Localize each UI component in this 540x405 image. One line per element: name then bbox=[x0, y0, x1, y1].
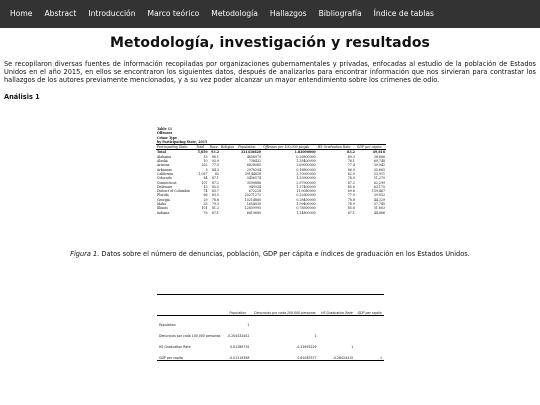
t1-cell: 87.1 bbox=[347, 210, 355, 215]
t1-header: GDP per capita bbox=[356, 145, 386, 150]
t1-cell: California bbox=[157, 171, 173, 176]
t2-cell: -0.28424415 bbox=[319, 349, 356, 361]
t1-cell: 44,866 bbox=[373, 210, 385, 215]
t1-cell: 87.2 bbox=[211, 180, 219, 185]
t1-cell: 78.6 bbox=[211, 197, 219, 202]
t1-cell: 49,818 bbox=[356, 150, 386, 155]
t1-cell: 1.37400000 bbox=[296, 184, 316, 189]
t1-header: Race bbox=[209, 145, 220, 150]
nav-hallazgos[interactable]: Hallazgos bbox=[269, 9, 307, 18]
t1-cell: 2.97900000 bbox=[296, 180, 316, 185]
t1-cell: Georgia bbox=[157, 197, 170, 202]
figure-1-caption bbox=[0, 250, 540, 258]
t2-header: Denuncias por cada 100,000 personas bbox=[251, 295, 318, 316]
t1-cell: Alabama bbox=[157, 154, 172, 159]
t1-cell: 82.0 bbox=[347, 171, 355, 176]
t1-cell: 83.5 bbox=[211, 193, 219, 198]
t1-cell: 0.32600000 bbox=[296, 193, 316, 198]
t2-header: GDP per capita bbox=[355, 295, 384, 316]
t1-title-3: Crime Type bbox=[157, 135, 178, 140]
t2-cell: 0.01289735 bbox=[230, 345, 250, 349]
t1-cell: 53,911 bbox=[373, 171, 385, 176]
t2-cell: -0.01219398 bbox=[224, 349, 251, 361]
t1-cell: 63,175 bbox=[373, 184, 385, 189]
t1-cell: 6828065 bbox=[246, 163, 262, 168]
t1-cell: 85.6 bbox=[347, 184, 355, 189]
t1-cell: Connecticut bbox=[157, 180, 177, 185]
t1-cell: 77.4 bbox=[347, 163, 355, 168]
t1-cell: 738432 bbox=[248, 159, 262, 164]
t1-cell: 13 bbox=[203, 154, 208, 159]
nav-introduccion[interactable]: Introducción bbox=[88, 9, 136, 18]
t1-cell: Alaska bbox=[157, 159, 168, 164]
t1-cell: 5456574 bbox=[246, 176, 262, 181]
t2-cell: HS Graduation Rate bbox=[159, 345, 191, 349]
t1-cell: 33 bbox=[203, 202, 208, 207]
correlation-table bbox=[157, 294, 384, 361]
t1-header: HS Graduation Rate bbox=[317, 145, 356, 150]
t1-cell: 4858979 bbox=[246, 154, 262, 159]
t2-cell: GDP per capita bbox=[157, 349, 224, 361]
t1-cell: 35,665 bbox=[373, 167, 385, 172]
t1-cell: Illinois bbox=[157, 206, 168, 211]
t1-cell: 159,467 bbox=[371, 189, 385, 194]
t1-cell: 2978204 bbox=[246, 167, 262, 172]
t1-cell: 252 bbox=[201, 163, 208, 168]
t1-cell: 81.2 bbox=[211, 206, 219, 211]
t1-header: Religion bbox=[220, 145, 237, 150]
t2-cell bbox=[355, 327, 384, 338]
nav-abstract[interactable]: Abstract bbox=[44, 9, 77, 18]
t2-cell: 1 bbox=[355, 349, 384, 361]
t1-header: Offenses per 100,000 people bbox=[262, 145, 317, 150]
t1-title-4: by Participating State, 2015 bbox=[157, 139, 208, 144]
t1-cell: 51,270 bbox=[373, 176, 385, 181]
t2-cell: 0.61083377 bbox=[251, 349, 318, 361]
t2-row bbox=[157, 316, 384, 328]
t1-cell: 11.0080000 bbox=[296, 189, 316, 194]
t1-cell: 93.2 bbox=[209, 150, 220, 155]
t1-cell: 93.9 bbox=[211, 159, 219, 164]
t1-cell: 87.2 bbox=[347, 180, 355, 185]
t1-cell: Indiana bbox=[157, 210, 170, 215]
t1-cell: District of Columbia bbox=[157, 189, 190, 194]
t1-cell: 0.78500000 bbox=[296, 206, 316, 211]
t1-cell: 77.5 bbox=[211, 163, 219, 168]
t1-cell: 10214860 bbox=[244, 197, 262, 202]
t1-cell: 87.1 bbox=[211, 210, 219, 215]
t1-cell: 12859995 bbox=[244, 206, 262, 211]
t1-cell: 0.26800000 bbox=[296, 154, 316, 159]
t1-row bbox=[156, 211, 386, 215]
section-heading: Análisis 1 bbox=[4, 92, 40, 101]
t1-header: Participating State bbox=[156, 145, 195, 150]
t1-cell: 39,852 bbox=[373, 193, 385, 198]
t1-cell: 69.6 bbox=[347, 189, 355, 194]
nav-marco-teorico[interactable]: Marco teórico bbox=[147, 9, 200, 18]
t1-cell: 20271272 bbox=[244, 193, 262, 198]
t1-cell: 39144818 bbox=[244, 171, 262, 176]
t1-cell: 101 bbox=[201, 206, 208, 211]
nav-bibliografia[interactable]: Bibliografía bbox=[318, 9, 362, 18]
t1-cell: 78.9 bbox=[347, 176, 355, 181]
t1-cell: 74 bbox=[203, 189, 208, 194]
t1-cell bbox=[220, 211, 237, 215]
t1-cell: 85.6 bbox=[347, 206, 355, 211]
t1-cell: Arizona bbox=[157, 163, 170, 168]
figure-1-image bbox=[156, 127, 386, 215]
t1-cell: 2.70000000 bbox=[296, 171, 316, 176]
t1-cell: 1.14800000 bbox=[296, 210, 316, 215]
t2-row bbox=[157, 349, 384, 361]
t1-cell: 69,748 bbox=[373, 159, 385, 164]
t2-cell: Population bbox=[159, 323, 176, 327]
t1-cell: 29 bbox=[203, 197, 208, 202]
t1-header: Population bbox=[237, 145, 262, 150]
t1-cell: 84.3 bbox=[211, 167, 219, 172]
t2-cell: 1 bbox=[314, 334, 317, 338]
t1-cell: 76 bbox=[203, 210, 208, 215]
t2-row bbox=[157, 338, 384, 349]
t1-cell: 5 bbox=[205, 167, 208, 172]
t2-cell: 1 bbox=[247, 323, 250, 327]
t1-cell: 78.9 bbox=[347, 202, 355, 207]
intro-paragraph: Se recopilaron diversas fuentes de información recopiladas por organizaciones gubernamentales y privadas, enfocadas al estudio de la población de Estados Unidos en el año 2015, en ellos se encontraron los siguientes datos, después de analizarlos para encontrar información que nos sirvieran para contrastar los hallazgos de los autores previamente mencionados, y a su vez poder alcanzar un mayor entendimiento sobre los crímenes de odio. bbox=[4, 60, 536, 85]
t1-cell: 83.7 bbox=[211, 189, 219, 194]
nav-home[interactable]: Home bbox=[10, 9, 33, 18]
t1-cell: Total bbox=[156, 150, 195, 155]
t1-cell: 1.82000000 bbox=[262, 150, 317, 155]
t2-cell: Denuncias por cada 100,000 personas bbox=[159, 334, 221, 338]
t2-header bbox=[157, 295, 224, 316]
t2-cell: 1 bbox=[351, 345, 354, 349]
nav-metodologia[interactable]: Metodología bbox=[211, 9, 258, 18]
t1-cell: 1,057 bbox=[198, 171, 208, 176]
t1-cell: 0.16800000 bbox=[296, 167, 316, 172]
t1-cell: 44,329 bbox=[373, 197, 385, 202]
t1-cell: 13 bbox=[203, 184, 208, 189]
t1-cell: 5,850 bbox=[195, 150, 209, 155]
nav-indice-tablas[interactable]: Índice de tablas bbox=[373, 9, 434, 18]
t1-cell: 1.35400000 bbox=[296, 159, 316, 164]
t1-title-2: Offenses bbox=[157, 131, 173, 136]
t2-cell bbox=[355, 316, 384, 328]
t1-cell: 945934 bbox=[248, 184, 262, 189]
t1-cell: 82 bbox=[214, 171, 219, 176]
t2-cell: -0.22693229 bbox=[296, 345, 317, 349]
t1-cell: 88.1 bbox=[211, 154, 219, 159]
t1-header: Total bbox=[195, 145, 209, 150]
caption-label: Figura 1. bbox=[70, 250, 100, 258]
t1-cell: 38,666 bbox=[373, 154, 385, 159]
t2-cell bbox=[355, 338, 384, 349]
t1-cell: 107 bbox=[201, 180, 208, 185]
t1-cell: 39,942 bbox=[373, 163, 385, 168]
t1-cell: 10 bbox=[203, 159, 208, 164]
t1-cell: 0.28400000 bbox=[296, 197, 316, 202]
t1-cell: 79.3 bbox=[211, 202, 219, 207]
t1-cell: 321418820 bbox=[237, 150, 262, 155]
t1-cell: 3.69000000 bbox=[296, 163, 316, 168]
t2-cell bbox=[319, 316, 356, 328]
t1-cell: 1.99400000 bbox=[296, 202, 316, 207]
caption-text: Datos sobre el número de denuncias, población, GDP per cápita e índices de graduación en los Estados Unidos. bbox=[99, 250, 470, 258]
t1-cell: 78.8 bbox=[347, 197, 355, 202]
t1-cell: 37,745 bbox=[373, 202, 385, 207]
t1-cell: 1654930 bbox=[246, 202, 262, 207]
t1-cell: 672228 bbox=[248, 189, 262, 194]
t1-cell: Colorado bbox=[157, 176, 172, 181]
t1-cell: Florida bbox=[157, 193, 169, 198]
top-nav bbox=[0, 0, 540, 28]
t1-cell: Idaho bbox=[157, 202, 167, 207]
t1-cell: 62,299 bbox=[373, 180, 385, 185]
t1-title-1: Table 11 bbox=[157, 127, 173, 131]
t2-cell: -0.204432402 bbox=[226, 334, 250, 338]
t1-cell: 6619680 bbox=[246, 210, 262, 215]
t2-cell bbox=[251, 316, 318, 328]
t2-cell bbox=[319, 327, 356, 338]
offenses-table bbox=[156, 127, 386, 215]
t2-header: HS Graduation Rate bbox=[319, 295, 356, 316]
t1-cell: 86.9 bbox=[347, 167, 355, 172]
t2-header: Population bbox=[224, 295, 251, 316]
t1-cell: 3590886 bbox=[246, 180, 262, 185]
t1-cell: 66 bbox=[203, 193, 208, 198]
t1-cell: 87.1 bbox=[211, 176, 219, 181]
t1-cell: Delaware bbox=[157, 184, 173, 189]
figure-2-image bbox=[157, 294, 384, 360]
t1-cell: 85.5 bbox=[211, 184, 219, 189]
t1-cell: 77.9 bbox=[347, 193, 355, 198]
t1-cell: 1.53900000 bbox=[296, 176, 316, 181]
t1-cell: 89.3 bbox=[347, 154, 355, 159]
t1-cell: 76.1 bbox=[347, 159, 355, 164]
t1-cell: 51,803 bbox=[373, 206, 385, 211]
t2-row bbox=[157, 327, 384, 338]
page-title: Metodología, investigación y resultados bbox=[109, 35, 430, 51]
t1-cell: 84 bbox=[203, 176, 208, 181]
t1-cell: Arkansas bbox=[157, 167, 172, 172]
t1-cell: 83.2 bbox=[317, 150, 356, 155]
